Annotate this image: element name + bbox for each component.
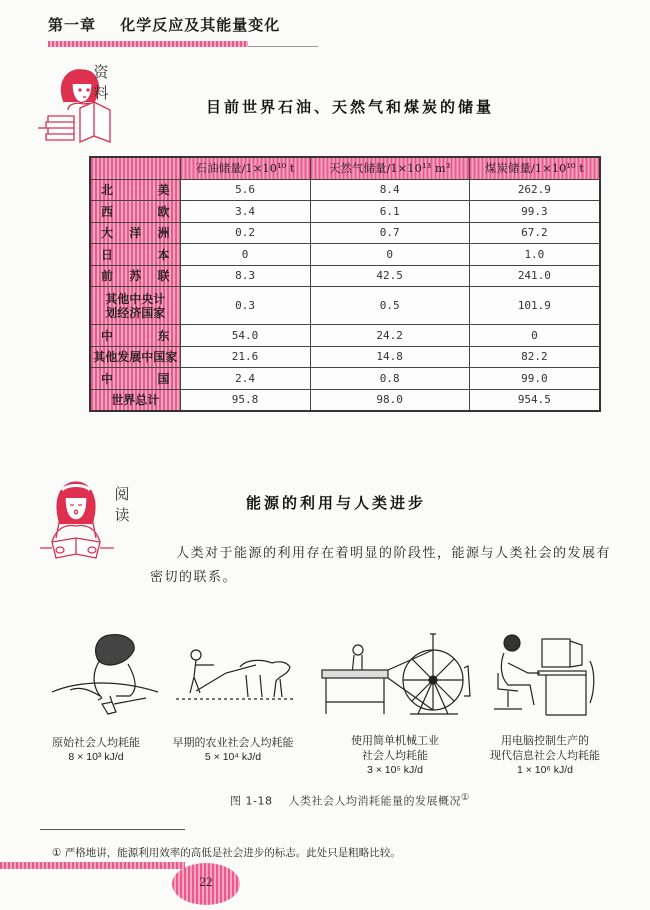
footnote-reference[interactable]: ① <box>460 792 470 803</box>
oil-value: 21.6 <box>180 346 310 368</box>
resource-label: 资 料 <box>93 63 109 102</box>
reading-paragraph: 人类对于能源的利用存在着明显的阶段性，能源与人类社会的发展有 <box>176 546 612 561</box>
oil-value: 2.4 <box>180 368 310 390</box>
chapter-number: 第一章 <box>48 16 97 34</box>
coal-value: 101.9 <box>469 287 600 325</box>
reserves-table <box>89 156 601 412</box>
gas-value: 14.8 <box>310 346 469 368</box>
header-grey-rule <box>248 46 318 47</box>
girl-reading-book-icon <box>34 62 134 144</box>
gas-value: 24.2 <box>310 325 469 347</box>
row-region: 其他发展中国家 <box>90 346 180 368</box>
ox-plough-farmer-icon <box>176 645 296 705</box>
coal-value: 99.0 <box>469 368 600 390</box>
row-region: 大 洋 洲 <box>90 222 180 244</box>
gas-value: 6.1 <box>310 201 469 223</box>
spinning-wheel-loom-icon <box>318 630 478 720</box>
footnote <box>52 845 401 860</box>
figure-caption-text: 人类社会人均消耗能量的发展概况 <box>288 794 461 808</box>
energy-value: 3 × 10⁵ kJ/d <box>366 764 423 776</box>
footnote-divider <box>40 829 185 830</box>
page-number: 22 <box>199 874 213 889</box>
coal-value: 99.3 <box>469 201 600 223</box>
table-corner <box>90 157 180 179</box>
chapter-header <box>48 14 280 35</box>
table-row <box>90 325 600 347</box>
energy-value: 5 × 10⁴ kJ/d <box>204 751 262 763</box>
table-row <box>90 287 600 325</box>
row-region: 其他中央计 划经济国家 <box>90 287 180 325</box>
oil-value: 3.4 <box>180 201 310 223</box>
table-row <box>90 179 600 201</box>
gas-value: 98.0 <box>310 389 469 411</box>
coal-value: 82.2 <box>469 346 600 368</box>
chapter-title: 化学反应及其能量变化 <box>120 16 281 34</box>
row-region: 北 美 <box>90 179 180 201</box>
oil-value: 8.3 <box>180 265 310 287</box>
figure-item-agricultural: 早期的农业社会人均耗能 5 × 10⁴ kJ/d <box>168 735 298 765</box>
coal-value: 67.2 <box>469 222 600 244</box>
row-region: 西 欧 <box>90 201 180 223</box>
computer-worker-icon <box>490 633 600 718</box>
row-region: 日 本 <box>90 244 180 266</box>
figure-label: 图 1-18 <box>230 794 273 808</box>
girl-reading-aloud-icon <box>38 478 116 564</box>
coal-value: 241.0 <box>469 265 600 287</box>
oil-value: 95.8 <box>180 389 310 411</box>
energy-value: 1 × 10⁶ kJ/d <box>517 764 573 776</box>
gas-value: 0 <box>310 244 469 266</box>
footnote-mark: ① <box>52 847 62 859</box>
figure-item-primitive: 原始社会人均耗能 8 × 10³ kJ/d <box>36 735 156 765</box>
figure-item-industrial: 使用简单机械工业 社会人均耗能 3 × 10⁵ kJ/d <box>330 733 460 778</box>
column-header-coal: 煤炭储量/1×10¹⁰ t <box>469 157 600 179</box>
row-region: 前 苏 联 <box>90 265 180 287</box>
table-row <box>90 346 600 368</box>
reading-label: 阅 读 <box>114 485 130 524</box>
table-header-row <box>90 157 600 179</box>
oil-value: 0.2 <box>180 222 310 244</box>
gas-value: 0.7 <box>310 222 469 244</box>
oil-value: 0 <box>180 244 310 266</box>
table-row <box>90 368 600 390</box>
energy-value: 8 × 10³ kJ/d <box>68 751 124 763</box>
gas-value: 0.5 <box>310 287 469 325</box>
gas-value: 8.4 <box>310 179 469 201</box>
table-row <box>90 244 600 266</box>
footer-stripe-bar <box>0 862 185 869</box>
oil-value: 0.3 <box>180 287 310 325</box>
reading-section-title: 能源的利用与人类进步 <box>246 494 427 512</box>
footnote-text: 严格地讲，能源利用效率的高低是社会进步的标志。此处只是粗略比较。 <box>64 847 401 859</box>
table-row <box>90 265 600 287</box>
reading-paragraph-continued: 密切的联系。 <box>150 570 238 585</box>
gas-value: 42.5 <box>310 265 469 287</box>
row-region: 中 国 <box>90 368 180 390</box>
coal-value: 954.5 <box>469 389 600 411</box>
oil-value: 54.0 <box>180 325 310 347</box>
column-header-oil: 石油储量/1×10¹⁰ t <box>180 157 310 179</box>
oil-value: 5.6 <box>180 179 310 201</box>
coal-value: 1.0 <box>469 244 600 266</box>
table-row <box>90 222 600 244</box>
column-header-gas: 天然气储量/1×10¹³ m³ <box>310 157 469 179</box>
coal-value: 262.9 <box>469 179 600 201</box>
row-region: 中 东 <box>90 325 180 347</box>
figure-item-information: 用电脑控制生产的 现代信息社会人均耗能 1 × 10⁶ kJ/d <box>470 733 620 778</box>
table-row-total <box>90 389 600 411</box>
row-region: 世界总计 <box>90 389 180 411</box>
gas-value: 0.8 <box>310 368 469 390</box>
figure-caption <box>230 792 470 809</box>
primitive-society-person-icon <box>50 630 160 715</box>
table-row <box>90 201 600 223</box>
header-stripe-rule <box>48 41 248 47</box>
coal-value: 0 <box>469 325 600 347</box>
resource-section-title: 目前世界石油、天然气和煤炭的储量 <box>206 98 495 116</box>
